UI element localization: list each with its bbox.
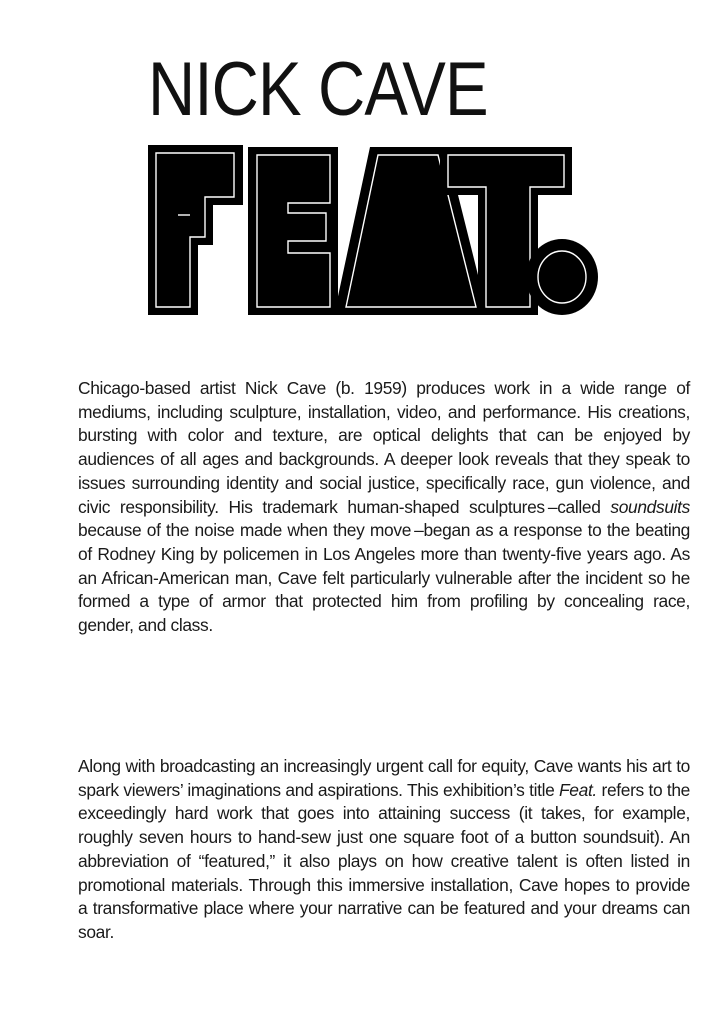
paragraph-text: refers to the exceedingly hard work that goes into attaining success (it takes, for example, roughly seven hours to hand-sew just one square foot of a button soundsuit). An abbreviation of “featured,” it also plays on how creative talent is often listed in promotional materials. Through this immersive installation, Cave hopes to provide a transformative place where your narrative can be featured and your dreams can soar.: [78, 779, 690, 942]
italic-term: soundsuits: [610, 496, 690, 517]
paragraph-text: Along with broadcasting an increasingly urgent call for equity, Cave wants his art to spark viewers’ imaginations and aspirations. This exhibition’s title: [78, 756, 690, 800]
paragraph-text: because of the noise made when they move –began as a response to the beating of Rodney King by policemen in Los Angeles more than twenty-five years ago. As an African-American man, Cave felt particularly vulnerable after the incident so he formed a type of armor that protected him from profiling by concealing race, gender, and class.: [78, 520, 690, 636]
exhibition-paragraph: [78, 755, 690, 945]
intro-paragraph: [78, 377, 690, 638]
feat-logo-icon: [148, 145, 600, 315]
paragraph-text: Chicago-based artist Nick Cave (b. 1959) produces work in a wide range of mediums, including sculpture, installation, video, and performance. His creations, bursting with color and texture, are optical delights that can be enjoyed by audiences of all ages and backgrounds. A deeper look reveals that they speak to issues surrounding identity and social justice, specifically race, gun violence, and civic responsibility. His trademark human-shaped sculptures –called: [78, 378, 690, 517]
italic-title: Feat.: [559, 779, 597, 800]
artist-name-text: NICK CAVE: [148, 47, 488, 132]
artist-name-heading: [148, 47, 578, 132]
